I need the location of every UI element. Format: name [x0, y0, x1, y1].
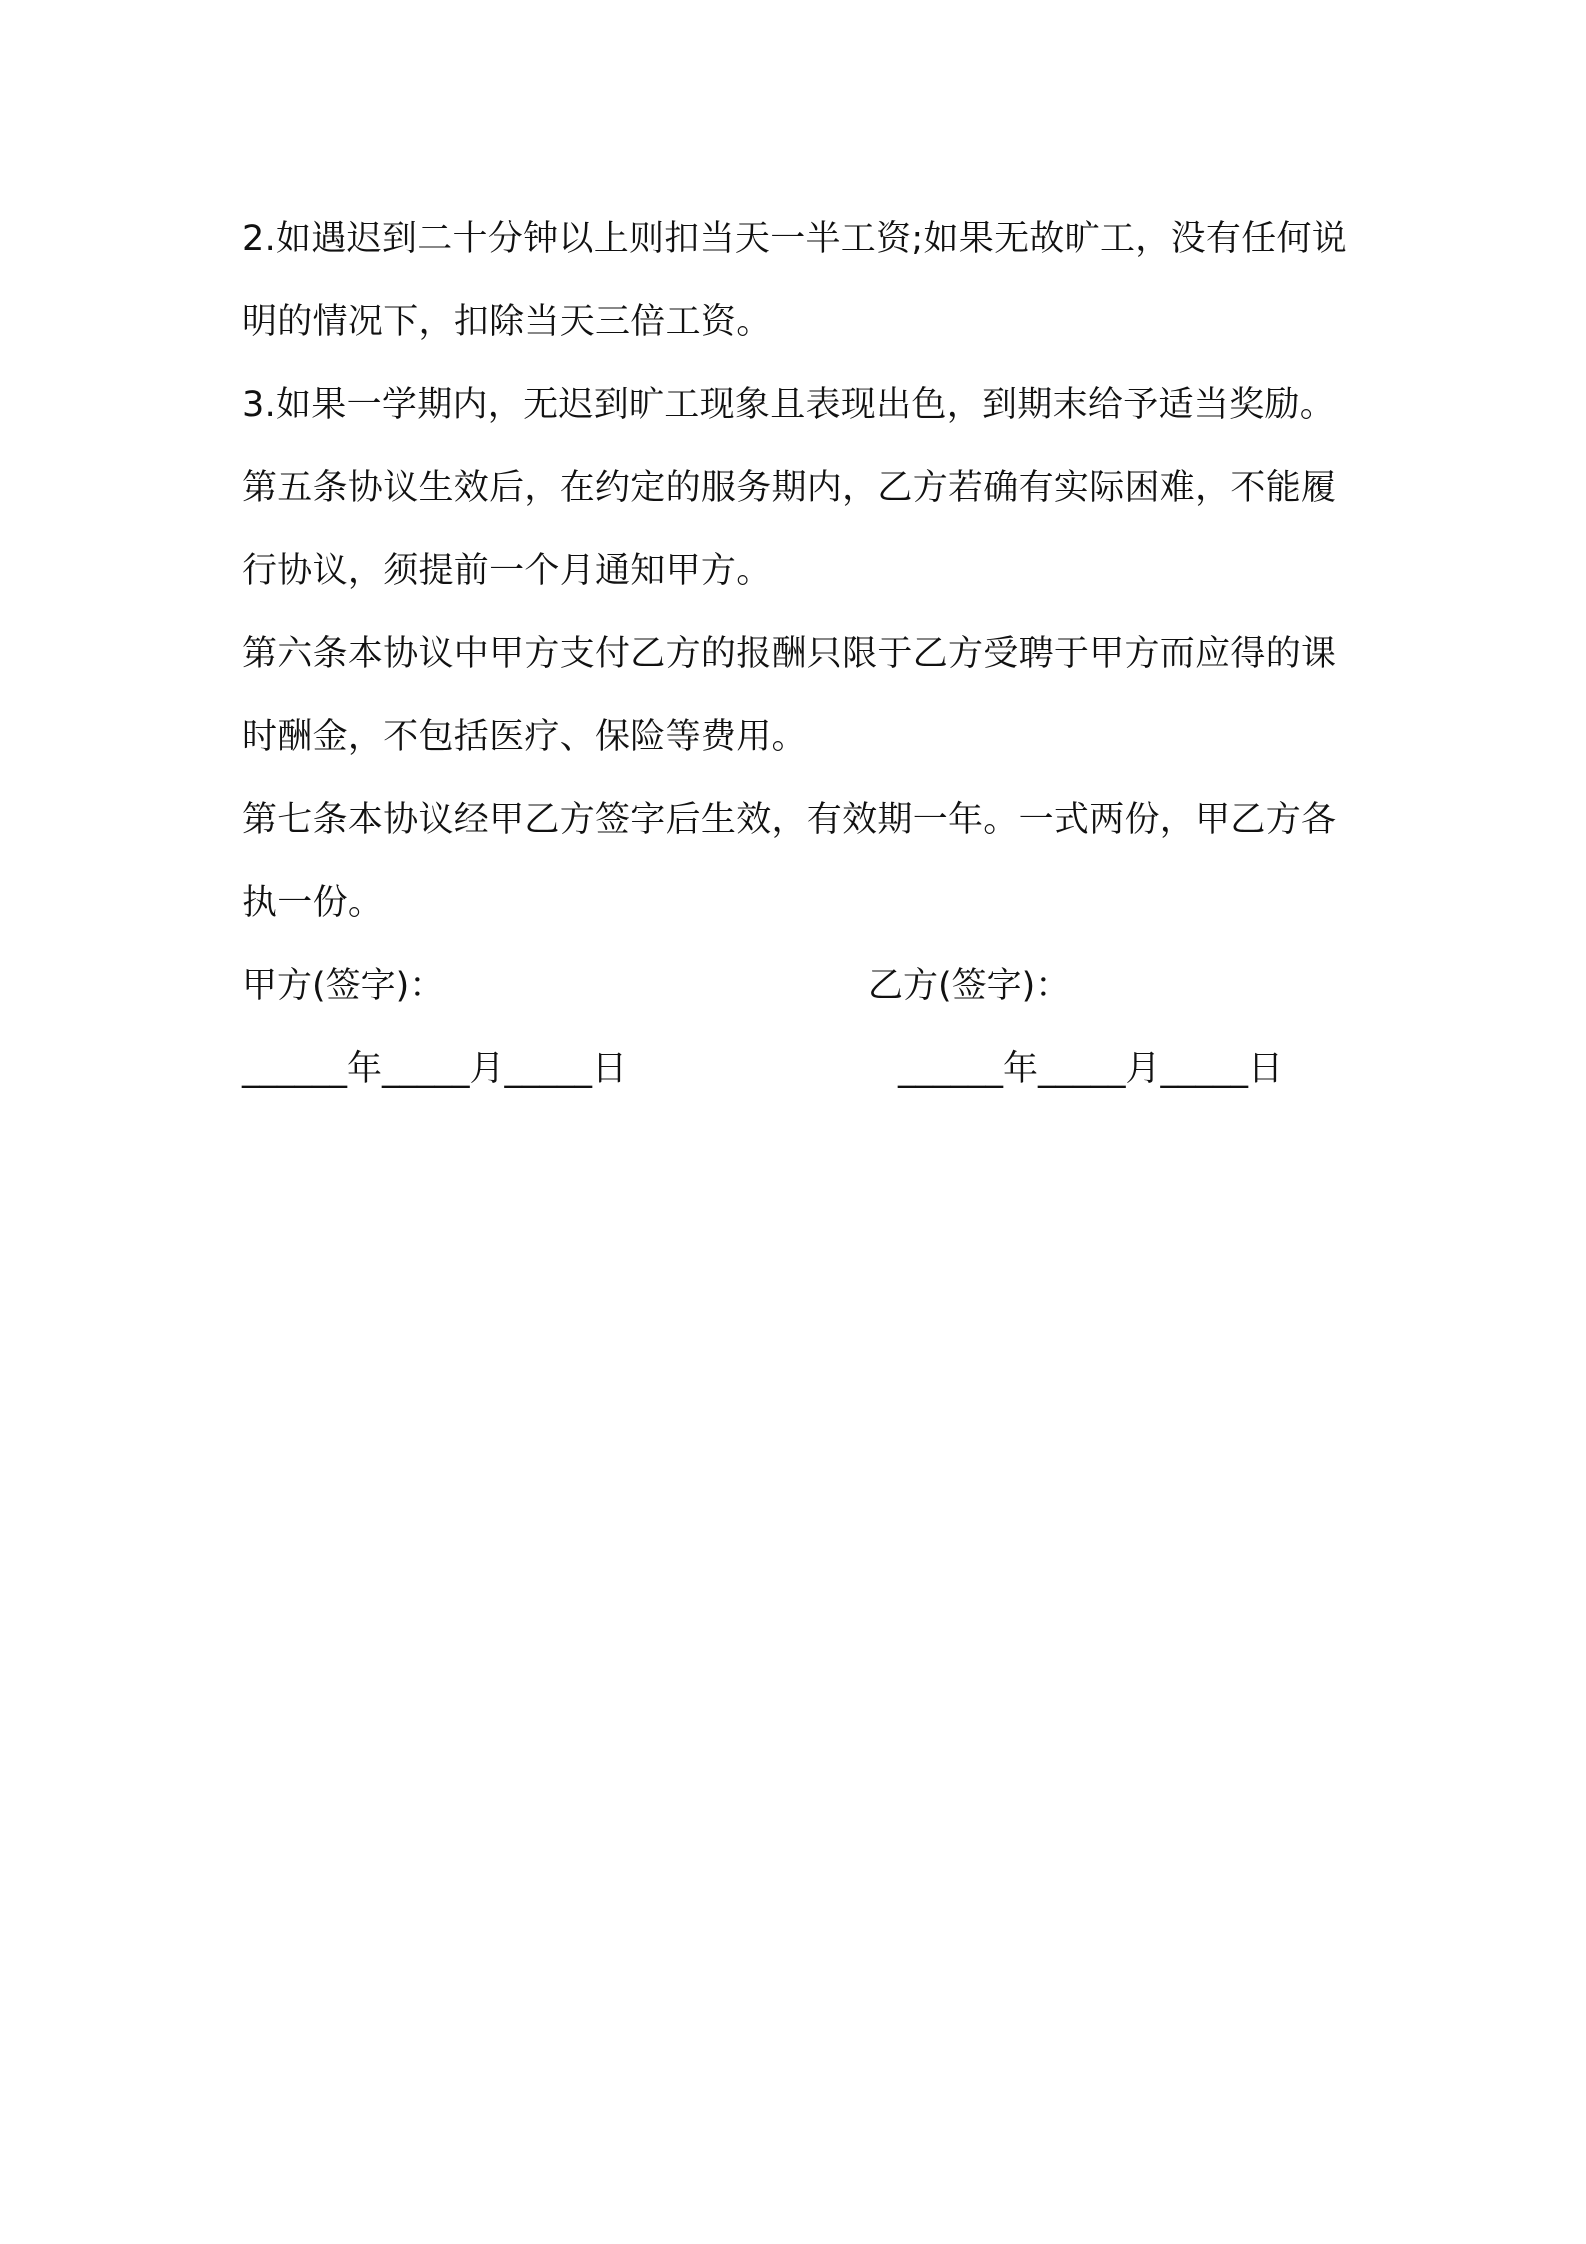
paragraph-article-7: 第七条本协议经甲乙方签字后生效，有效期一年。一式两份，甲乙方各执一份。 [242, 800, 1337, 923]
party-b-date-line: ______年_____月_____日 [898, 1049, 1284, 1089]
signature-row [242, 945, 1352, 1028]
paragraph-clause-3: 3.如果一学期内，无迟到旷工现象且表现出色，到期末给予适当奖励。 [242, 385, 1335, 425]
party-a-date-line: ______年_____月_____日 [242, 1049, 628, 1089]
date-row [242, 1028, 1352, 1111]
party-b-signature-label: 乙方(签字)： [868, 966, 1071, 1006]
paragraph-article-5: 第五条协议生效后，在约定的服务期内，乙方若确有实际困难，不能履行协议，须提前一个月通知甲方。 [242, 468, 1337, 591]
paragraph-article-6: 第六条本协议中甲方支付乙方的报酬只限于乙方受聘于甲方而应得的课时酬金，不包括医疗、保险等费用。 [242, 634, 1337, 757]
document-body [242, 198, 1352, 1111]
party-a-signature-label: 甲方(签字)： [242, 966, 445, 1006]
paragraph-clause-2: 2.如遇迟到二十分钟以上则扣当天一半工资;如果无故旷工，没有任何说明的情况下，扣除当天三倍工资。 [242, 219, 1348, 342]
